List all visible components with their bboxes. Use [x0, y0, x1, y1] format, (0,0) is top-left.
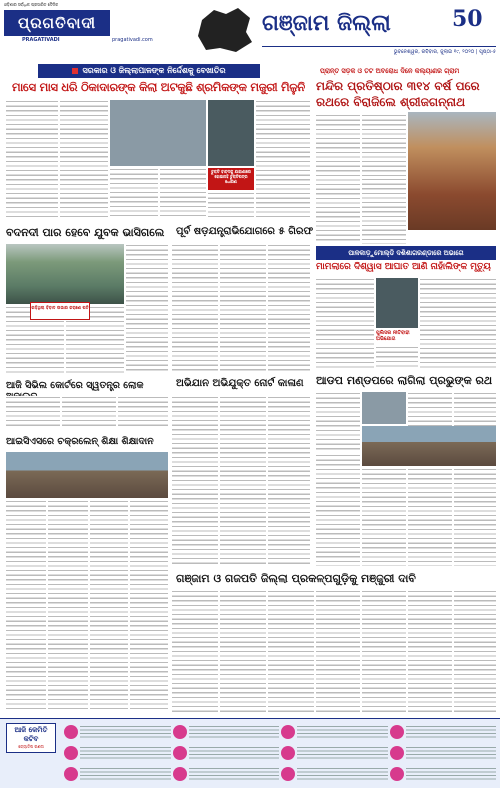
panchayat-strap[interactable]: ପାଳକାଡ଼ୁମୋଲ୍ଡି ଦଶିଶାଗରଣ୍ଡାରେ ଅଭାଗେ: [316, 246, 496, 260]
teaser-right[interactable]: ପ୍ରାନ୍ତ ସଡ଼କ ଓ ତଟ ଅବରୋଧ ଦିନେ କଲ୍ୟାଣର ଗ୍ରାମ: [320, 67, 460, 75]
pastor-col-1: [316, 278, 374, 370]
anniversary-badge: [452, 6, 492, 36]
teacher-photo: [6, 452, 168, 498]
horoscope-item: [390, 743, 497, 762]
lead-col-5: [208, 192, 254, 218]
court-headline[interactable]: ଆଜି ସିଭିଲ କୋର୍ଟରେ ସ୍ୱତନ୍ତ୍ର ଲୋକ: [6, 380, 144, 391]
lead-quote-box: [208, 168, 254, 190]
horoscope-item: [64, 765, 171, 784]
horoscope-text: [80, 725, 171, 739]
bullet-icon: [72, 68, 78, 74]
teacher-col-2: [48, 500, 88, 712]
lead-col-6: [256, 100, 310, 218]
teaser-left[interactable]: [38, 64, 260, 78]
horoscope-text: [406, 725, 497, 739]
teacher-col-1: [6, 500, 46, 712]
horoscope-title: [6, 723, 56, 753]
horoscope-text: [189, 725, 280, 739]
horoscope-text: [297, 746, 388, 760]
zodiac-icon: [64, 767, 78, 781]
ganjam-col-5: [362, 590, 406, 712]
ganjam-col-3: [268, 590, 314, 712]
horoscope-grid: [64, 722, 496, 784]
ganjam-col-2: [220, 590, 266, 712]
horoscope-text: [189, 746, 280, 760]
chariot-col-4: [316, 454, 360, 566]
lead-photo-2: [208, 100, 254, 166]
river-photo: [6, 244, 124, 304]
lead-col-4: [160, 168, 206, 218]
chariot-col-7: [454, 468, 496, 566]
horoscope-text: [189, 767, 280, 781]
pastor-col-3: [420, 278, 496, 370]
dateline: ଭୁବନେଶ୍ୱର, ରବିବାର, ଜୁଲାଇ ୧୯, ୨୦୨୦ | ପୃଷ୍ଠା-୫: [262, 46, 496, 56]
lead-photo-1: [110, 100, 206, 166]
masthead-tagline: ଓଡ଼ିଶାର ସର୍ବାଧିକ ପ୍ରସାରିତ ଦୈନିକ: [4, 2, 59, 7]
arrest-headline[interactable]: ପୂର୍ବ ଷଡ଼ଯନ୍ତ୍ରାଭିଯୋଗରେ ୫ ଗିରଫ: [176, 226, 314, 237]
lead-col-2: [60, 100, 108, 218]
horoscope-text: [406, 767, 497, 781]
lead-col-3: [110, 168, 158, 218]
horoscope-item: [64, 743, 171, 762]
chariot-col-6: [408, 468, 452, 566]
teaser-left-text: ସରକାର ଓ ଜିଲ୍ଲାପାଳଙ୍କ ନିର୍ଦ୍ଦେଶକୁ ବେଖାତିର: [82, 66, 226, 75]
chariot-photo-2: [362, 426, 496, 466]
river-headline[interactable]: ବଦନଦୀ ପାର ହେବେ ଯୁବକ ଭାସିଗଲେ: [6, 226, 165, 239]
chariot-col-1: [316, 392, 360, 452]
zodiac-icon: [390, 767, 404, 781]
horoscope-title-text: ଆଜି କେମିତି କଟିବ: [14, 726, 48, 743]
horoscope-item: [390, 765, 497, 784]
zodiac-icon: [390, 746, 404, 760]
ganjam-col-7: [454, 590, 496, 712]
lead-quote-text: ଚୁକ୍ତି ବାବଦକୁ ଯାହାଣାରେ ହୋଇନାହି ଚୁକ୍ତିପତ୍ର ଧୋରଣ: [211, 169, 251, 184]
accused-col-2: [220, 396, 266, 566]
temple-chariot-photo: [408, 112, 496, 230]
anniversary-number: 50: [452, 6, 483, 32]
teacher-col-4: [130, 500, 168, 712]
arrest-col-1: [172, 244, 218, 374]
side-quote-text: ଗଡ଼ିଥିଲା ବିବାଦ ଉଭାର କରାଣେ ପତି: [31, 305, 89, 310]
temple-col-2: [362, 114, 406, 176]
zodiac-icon: [64, 725, 78, 739]
horoscope-item: [281, 722, 388, 741]
ganjam-col-4: [316, 590, 360, 712]
pastor-headline[interactable]: ମାମଲାରେ ଦିଶ୍ୱାସ ଆଘାତ ଆଣି ନାହାଁଲିଙ୍କ ମୃତ୍ୟୁ: [316, 262, 491, 272]
zodiac-icon: [281, 746, 295, 760]
court-col-1: [6, 396, 60, 428]
horoscope-text: [80, 746, 171, 760]
ganjam-headline[interactable]: ଗଞ୍ଜାମ ଓ ଗଜପତି ଜିଲ୍ଲା ପ୍ରକଳ୍ପଗୁଡ଼ିକୁ ମଞ୍ଜୁରୀ ଦାବି: [176, 572, 416, 585]
horoscope-text: [406, 746, 497, 760]
chariot-col-5: [362, 468, 406, 566]
brand-logo[interactable]: ପ୍ରଗତିବାଦୀ: [4, 10, 110, 36]
temple-headline[interactable]: ମନ୍ଦିର ପ୍ରତିଷ୍ଠାର ୩୧୪ ବର୍ଷ ପରେ ରଥରେ ବିରାଜିଲେ ଶ୍ରୀଜଗନ୍ନାଥ: [316, 79, 480, 109]
brand-roman: PRAGATIVADI: [22, 37, 60, 43]
court-col-3: [118, 396, 168, 428]
horoscope-subtitle: ଜ୍ୟୋତିଷ ଗଣନା: [18, 744, 44, 749]
chariot-headline[interactable]: ଆଡପ ମଣ୍ଡପରେ ଲାଗିଲା ପ୍ରଭୁଙ୍କ ରଥ: [316, 374, 493, 387]
horoscope-item: [173, 765, 280, 784]
horoscope-item: [390, 722, 497, 741]
horoscope-text: [297, 767, 388, 781]
chariot-photo-1: [362, 392, 406, 424]
zodiac-icon: [64, 746, 78, 760]
river-col-1: [126, 244, 168, 374]
horoscope-item: [281, 743, 388, 762]
district-map-icon: [196, 6, 254, 54]
temple-col-3: [362, 178, 406, 244]
horoscope-item: [64, 722, 171, 741]
lead-col-1: [6, 100, 58, 218]
accused-col-3: [268, 396, 310, 566]
temple-col-1: [316, 114, 360, 244]
zodiac-icon: [281, 767, 295, 781]
brand-url[interactable]: pragativadi.com: [112, 37, 153, 43]
zodiac-icon: [173, 767, 187, 781]
horoscope-text: [80, 767, 171, 781]
ganjam-col-6: [408, 590, 452, 712]
pastor-col-2: [376, 346, 418, 370]
horoscope-item: [173, 743, 280, 762]
horoscope-text: [297, 725, 388, 739]
zodiac-icon: [390, 725, 404, 739]
ganjam-col-1: [172, 590, 218, 712]
teacher-col-3: [90, 500, 128, 712]
horoscope-item: [173, 722, 280, 741]
horoscope-item: [281, 765, 388, 784]
pastor-quote: ପୁଲିସର ନୀତିବାହୀ ଅଭିଯୋଗ: [376, 330, 410, 342]
zodiac-icon: [173, 725, 187, 739]
side-quote-box: [30, 302, 90, 320]
teacher-headline[interactable]: ଆଇସିଏସରେ ଚକ୍ରଲେନ୍ ଶିକ୍ଷା ଶିକ୍ଷାଦାନ: [6, 436, 154, 447]
lead-headline[interactable]: ମାସେ ମାସ ଧରି ଠିକାଦାରଙ୍କ କିଲା ଅଟକୁଛି ଶ୍ରମିକଙ୍କ ମଜୁରୀ ମିଳୁନି: [12, 80, 305, 94]
accused-col-1: [172, 396, 218, 566]
pastor-photo: [376, 278, 418, 328]
court-col-2: [62, 396, 116, 428]
arrest-col-3: [268, 244, 310, 374]
accused-headline[interactable]: ଅଭିଯାନ ଅଭିଯୁକ୍ତ ନୋର୍ଟ କାଳାଣ: [176, 378, 304, 389]
zodiac-icon: [173, 746, 187, 760]
arrest-col-2: [220, 244, 266, 374]
district-title: ଗଞ୍ଜାମ ଜିଲ୍ଲା: [262, 10, 391, 36]
zodiac-icon: [281, 725, 295, 739]
